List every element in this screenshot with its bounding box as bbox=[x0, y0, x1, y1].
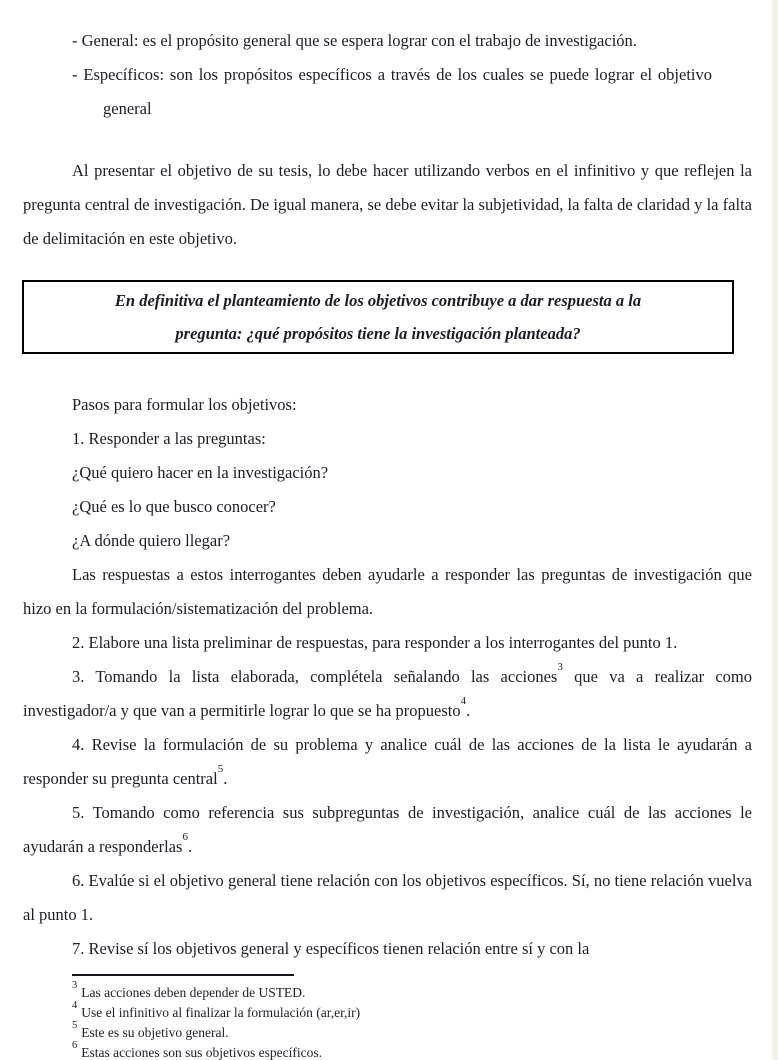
step-1: 1. Responder a las preguntas: bbox=[72, 429, 266, 448]
footnote-6 bbox=[72, 1039, 752, 1060]
footnotes-section bbox=[72, 979, 752, 1060]
footnote-5-text: Este es su objetivo general. bbox=[81, 1025, 229, 1040]
step-4-text: 4. Revise la formulación de su problema y analice cuál de las acciones de la lista le ayudarán a responder su pregunta central bbox=[23, 735, 752, 788]
list-item-general: - General: es el propósito general que se espera lograr con el trabajo de investigación. bbox=[72, 31, 637, 50]
footnote-3 bbox=[72, 979, 752, 1003]
question-3: ¿A dónde quiero llegar? bbox=[72, 531, 231, 550]
page-edge-shadow bbox=[772, 0, 778, 1060]
objective-types-list bbox=[23, 24, 752, 126]
step-2: 2. Elabore una lista preliminar de respuestas, para responder a los interrogantes del punto 1. bbox=[72, 633, 678, 652]
footnote-3-marker: 3 bbox=[72, 979, 78, 991]
footnote-separator bbox=[72, 974, 294, 976]
callout-box bbox=[22, 280, 734, 354]
callout-text-line-2: pregunta: ¿qué propósitos tiene la investigación planteada? bbox=[175, 324, 581, 343]
footnote-ref-4: 4 bbox=[460, 694, 467, 707]
question-1: ¿Qué quiero hacer en la investigación? bbox=[72, 463, 329, 482]
footnote-5 bbox=[72, 1019, 752, 1043]
step-4-text: . bbox=[223, 769, 228, 788]
intro-paragraph: Al presentar el objetivo de su tesis, lo debe hacer utilizando verbos en el infinitivo y que reflejen la pregunta central de investigación. De igual manera, se debe evitar la subjetividad, la falta de claridad y la falta de delimitación en este objetivo. bbox=[23, 161, 752, 248]
footnote-4-text: Use el infinitivo al finalizar la formulación (ar,er,ir) bbox=[81, 1005, 361, 1020]
footnote-ref-5: 5 bbox=[217, 762, 224, 775]
step-6: 6. Evalúe si el objetivo general tiene relación con los objetivos específicos. Sí, no tiene relación vuelva al punto 1. bbox=[23, 871, 752, 924]
footnote-3-text: Las acciones deben depender de USTED. bbox=[81, 985, 306, 1000]
footnote-ref-6: 6 bbox=[182, 830, 188, 843]
footnote-4 bbox=[72, 999, 752, 1023]
footnote-ref-3: 3 bbox=[557, 660, 563, 673]
callout-text-line-1: En definitiva el planteamiento de los objetivos contribuye a dar respuesta a la bbox=[114, 291, 642, 310]
step-3-text: que va a realizar como investigador/a y que van a permitirle lograr lo que se ha propuesto bbox=[23, 667, 752, 720]
steps-heading: Pasos para formular los objetivos: bbox=[72, 395, 297, 414]
step-3-text: 3. Tomando la lista elaborada, complétela señalando las acciones bbox=[72, 667, 558, 686]
step-7: 7. Revise sí los objetivos general y específicos tienen relación entre sí y con la bbox=[72, 939, 590, 958]
answers-paragraph: Las respuestas a estos interrogantes deben ayudarle a responder las preguntas de investigación que hizo en la formulación/sistematización del problema. bbox=[23, 565, 752, 618]
question-2: ¿Qué es lo que busco conocer? bbox=[72, 497, 276, 516]
list-item-especificos: - Específicos: son los propósitos específicos a través de los cuales se puede lograr el objetivo general bbox=[72, 65, 712, 118]
footnote-6-marker: 6 bbox=[72, 1039, 78, 1051]
step-5-text: 5. Tomando como referencia sus subpreguntas de investigación, analice cuál de las acciones le ayudarán a responderlas bbox=[23, 803, 752, 856]
step-3 bbox=[23, 660, 752, 728]
footnote-4-marker: 4 bbox=[72, 999, 78, 1011]
step-4 bbox=[23, 728, 752, 796]
footnote-5-marker: 5 bbox=[72, 1019, 78, 1031]
footnote-6-text: Estas acciones son sus objetivos específicos. bbox=[81, 1045, 322, 1060]
step-3-text: . bbox=[466, 701, 471, 720]
step-5-text: . bbox=[187, 837, 193, 856]
step-5 bbox=[23, 796, 752, 864]
